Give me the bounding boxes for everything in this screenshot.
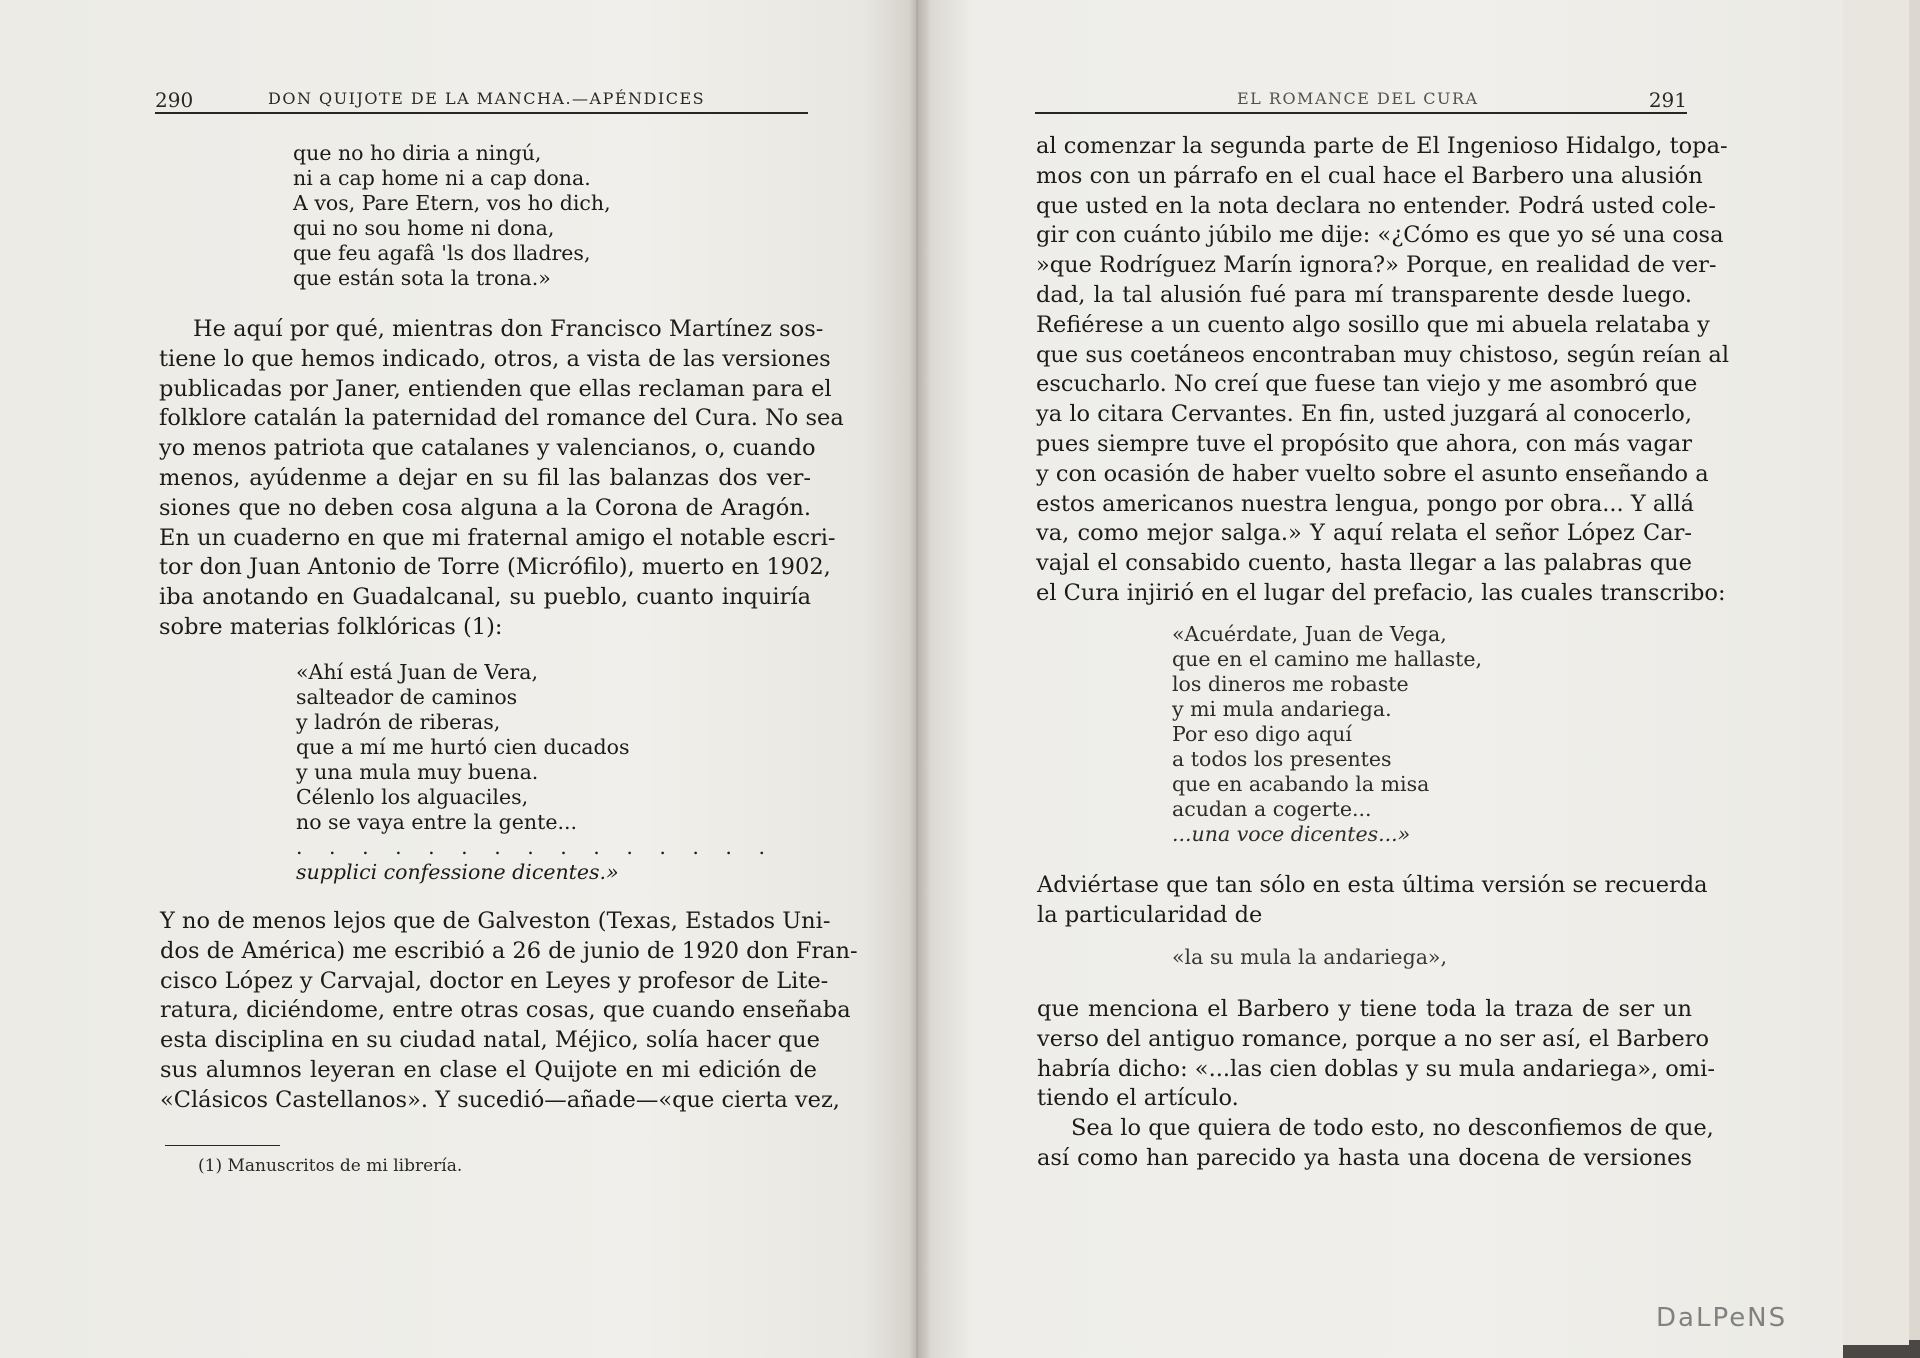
verse-line: que en el camino me hallaste, [1172,647,1483,671]
text-line: que sus coetáneos encontraban muy chistoso, según reían al [1036,341,1730,368]
left-page [0,0,918,1358]
verse-line: «Acuérdate, Juan de Vega, [1172,622,1447,646]
text-line: escucharlo. No creí que fuese tan viejo y me asombró que [1036,371,1698,398]
text-line: así como han parecido ya hasta una docena de versiones [1037,1144,1692,1171]
verse-line: qui no sou home ni dona, [293,216,555,240]
text-line: Y no de menos lejos que de Galveston (Texas, Estados Uni- [160,908,831,934]
ellipsis-row: . . . . . . . . . . . . . . . [296,835,775,859]
text-line: En un cuaderno en que mi fraternal amigo el notable escri- [159,524,836,551]
text-line: yo menos patriota que catalanes y valencianos, o, cuando [159,435,816,462]
text-line: ya lo citara Cervantes. En fin, usted juzgará al conocerlo, [1036,401,1692,428]
verse-line: y mi mula andariega. [1172,697,1392,721]
text-line: siones que no deben cosa alguna a la Corona de Aragón. [159,494,811,521]
verse-block [1172,622,1482,847]
text-line: al comenzar la segunda parte de El Ingenioso Hidalgo, topa- [1036,133,1728,159]
text-line: va, como mejor salga.» Y aquí relata el señor López Car- [1036,520,1692,547]
text-line: ratura, diciéndome, entre otras cosas, que cuando enseñaba [160,997,851,1024]
text-line: menos, ayúdenme a dejar en su fil las balanzas dos ver- [159,464,811,491]
verse-block [293,141,611,291]
text-line: vajal el consabido cuento, hasta llegar a las palabras que [1036,550,1692,577]
verse-line: los dineros me robaste [1172,672,1409,696]
footnote-rule [165,1145,280,1146]
verse-line: y una mula muy buena. [296,760,539,784]
verse-line: ...una voce dicentes...» [1172,822,1411,846]
text-line: sobre materias folklóricas (1): [159,613,503,640]
verse-line: que a mí me hurtó cien ducados [296,735,630,759]
text-line: verso del antiguo romance, porque a no ser así, el Barbero [1037,1025,1710,1052]
text-line: folklore catalán la paternidad del romance del Cura. No sea [159,405,844,432]
verse-line: A vos, Pare Etern, vos ho dich, [293,191,611,215]
paragraph [1037,871,1708,931]
verse-line: a todos los presentes [1172,747,1392,771]
text-line: dad, la tal alusión fué para mí transparente desde luego. [1036,281,1692,308]
text-line: la particularidad de [1037,901,1263,928]
paragraph [1037,995,1715,1174]
text-line: Adviértase que tan sólo en esta última versión se recuerda [1037,872,1708,898]
running-head-title: DON QUIJOTE DE LA MANCHA.—APÉNDICES [268,89,706,108]
verse-line: no se vaya entre la gente... [296,810,578,834]
page-edge [1838,0,1909,1345]
text-line: que usted en la nota declara no entender. Podrá usted cole- [1036,192,1716,219]
verse-line: salteador de caminos [296,685,518,709]
text-line: gir con cuánto júbilo me dije: «¿Cómo es que yo sé una cosa [1036,222,1724,249]
verse-line: y ladrón de riberas, [296,710,501,734]
text-line: dos de América) me escribió a 26 de junio de 1920 don Fran- [160,937,858,964]
text-line: Sea lo que quiera de todo esto, no desconfiemos de que, [1071,1115,1714,1142]
verse-line: acudan a cogerte... [1172,797,1372,821]
verse-line: supplici confessione dicentes.» [296,860,619,884]
verse-line: ni a cap home ni a cap dona. [293,166,591,190]
verse-line: Célenlo los alguaciles, [296,785,529,809]
verse-line: «Ahí está Juan de Vera, [296,660,538,684]
verse-line: que en acabando la misa [1172,772,1430,796]
paragraph [160,907,858,1116]
text-line: tiendo el artículo. [1037,1085,1239,1112]
text-line: el Cura injirió en el lugar del prefacio, las cuales transcribo: [1036,579,1726,606]
text-line: Refiérese a un cuento algo sosillo que mi abuela relataba y [1036,311,1710,338]
verse-block [296,660,775,885]
verse-line: Por eso digo aquí [1172,722,1352,746]
text-line: que menciona el Barbero y tiene toda la traza de ser un [1037,996,1692,1022]
paragraph [159,315,844,643]
text-line: pues siempre tuve el propósito que ahora, con más vagar [1036,430,1692,457]
running-head-title: EL ROMANCE DEL CURA [1237,89,1479,108]
text-line: mos con un párrafo en el cual hace el Barbero una alusión [1036,162,1703,189]
text-line: publicadas por Janer, entienden que ellas reclaman para el [159,375,832,402]
text-line: »que Rodríguez Marín ignora?» Porque, en realidad de ver- [1036,252,1717,279]
footnote: (1) Manuscritos de mi librería. [198,1156,463,1176]
verse-line: que feu agafâ 'ls dos lladres, [293,241,591,265]
verse-line: que están sota la trona.» [293,266,551,290]
text-line: esta disciplina en su ciudad natal, Méjico, solía hacer que [160,1027,820,1054]
text-line: sus alumnos leyeran en clase el Quijote en mi edición de [160,1056,817,1083]
page-number: 290 [155,88,194,112]
page-number: 291 [1648,88,1687,112]
text-line: y con ocasión de haber vuelto sobre el asunto enseñando a [1036,460,1709,487]
text-line: tor don Juan Antonio de Torre (Micrófilo), muerto en 1902, [159,554,831,581]
left-running-head [155,84,808,114]
text-line: He aquí por qué, mientras don Francisco Martínez sos- [193,316,824,342]
text-line: cisco López y Carvajal, doctor en Leyes y profesor de Lite- [160,967,829,994]
paragraph [1036,132,1730,609]
right-running-head [1035,84,1687,114]
text-line: «Clásicos Castellanos». Y sucedió—añade—«que cierta vez, [160,1086,840,1113]
text-line: iba anotando en Guadalcanal, su pueblo, cuanto inquiría [159,584,811,611]
text-line: habría dicho: «...las cien doblas y su mula andariega», omi- [1037,1055,1715,1082]
text-line: tiene lo que hemos indicado, otros, a vista de las versiones [159,345,831,372]
watermark-logo: DaLPeNS [1656,1303,1788,1333]
text-line: estos americanos nuestra lengua, pongo por obra... Y allá [1036,490,1695,517]
quoted-verse: «la su mula la andariega», [1172,945,1447,969]
verse-line: que no ho diria a ningú, [293,141,542,165]
